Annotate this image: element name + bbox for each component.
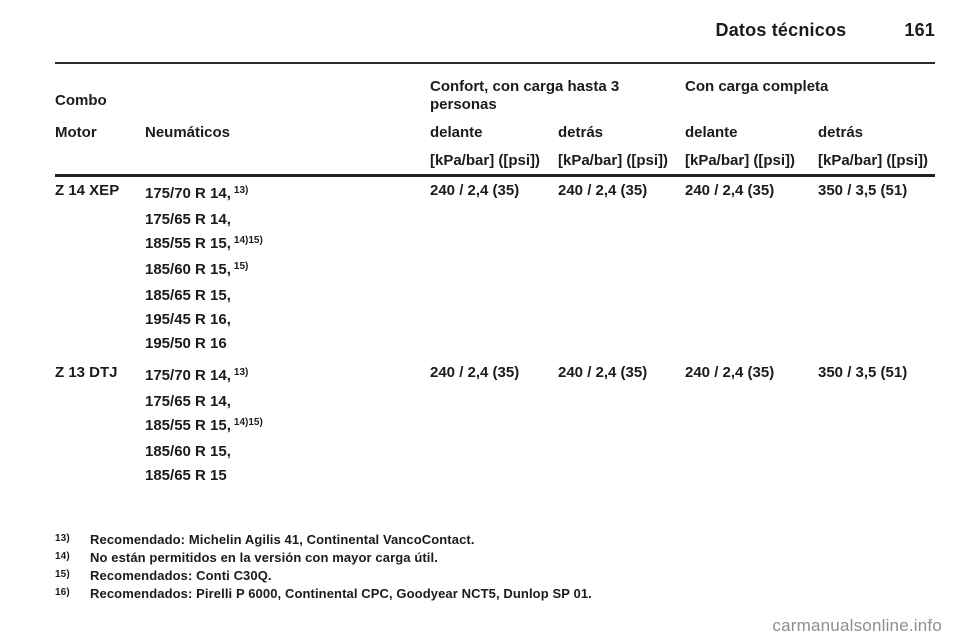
tire-list (145, 364, 935, 488)
table-group-comfort-load: Confort, con carga hasta 3 personas (430, 78, 620, 113)
table-group-combo: Combo (55, 92, 107, 109)
footnote-marker: 14) (55, 551, 70, 562)
tire-size (145, 182, 935, 208)
tire-size (145, 364, 935, 390)
footnote-ref: 14)15) (233, 235, 263, 246)
tire-size (145, 232, 935, 258)
column-header-full-rear: detrás (818, 124, 864, 141)
tire-size (145, 464, 935, 488)
unit-label: [kPa/bar] ([psi]) (818, 152, 929, 169)
pressure-full-front: 240 / 2,4 (35) (685, 364, 775, 381)
footnote-marker: 15) (55, 569, 70, 580)
footnote-text: No están permitidos en la versión con mayor carga útil. (90, 550, 438, 565)
page-number: 161 (904, 20, 935, 40)
column-header-comfort-rear: detrás (558, 124, 604, 141)
footnote (55, 585, 592, 603)
engine-code: Z 14 XEP (55, 182, 120, 199)
unit-label: [kPa/bar] ([psi]) (430, 152, 541, 169)
engine-row (55, 182, 935, 356)
footnote-ref: 13) (233, 367, 249, 378)
column-header-full-front: delante (685, 124, 738, 141)
tire-size (145, 414, 935, 440)
tire-size (145, 390, 935, 414)
footnote (55, 549, 592, 567)
footnote-text: Recomendados: Conti C30Q. (90, 568, 272, 583)
column-header-tires: Neumáticos (145, 124, 231, 141)
pressure-full-front: 240 / 2,4 (35) (685, 182, 775, 199)
tire-size-text: 175/65 R 14, (145, 211, 231, 228)
tire-size-text: 185/60 R 15, (145, 261, 231, 278)
tire-size-text: 195/45 R 16, (145, 311, 231, 328)
tire-size (145, 440, 935, 464)
engine-row (55, 364, 935, 488)
tire-size (145, 284, 935, 308)
tire-list (145, 182, 935, 356)
tire-size-text: 185/55 R 15, (145, 235, 231, 252)
footnote (55, 567, 592, 585)
pressure-full-rear: 350 / 3,5 (51) (818, 364, 908, 381)
page-header (55, 20, 935, 41)
header-divider (55, 62, 935, 64)
footnote-marker: 13) (55, 533, 70, 544)
pressure-comfort-front: 240 / 2,4 (35) (430, 182, 520, 199)
tire-size-text: 195/50 R 16 (145, 335, 227, 352)
tire-size (145, 258, 935, 284)
pressure-full-rear: 350 / 3,5 (51) (818, 182, 908, 199)
unit-label: [kPa/bar] ([psi]) (685, 152, 796, 169)
tire-size (145, 308, 935, 332)
footnotes (55, 531, 592, 603)
tire-size-text: 175/70 R 14, (145, 367, 231, 384)
tire-size (145, 332, 935, 356)
tire-size-text: 185/60 R 15, (145, 443, 231, 460)
table-group-full-load: Con carga completa (685, 78, 829, 95)
footnote-text: Recomendados: Pirelli P 6000, Continental CPC, Goodyear NCT5, Dunlop SP 01. (90, 586, 592, 601)
tire-size-text: 185/55 R 15, (145, 417, 231, 434)
tire-size (145, 208, 935, 232)
unit-label: [kPa/bar] ([psi]) (558, 152, 669, 169)
footnote-ref: 15) (233, 261, 249, 272)
column-header-motor: Motor (55, 124, 97, 141)
footnote-ref: 14)15) (233, 417, 263, 428)
tire-size-text: 185/65 R 15 (145, 467, 227, 484)
page-title: Datos técnicos (715, 20, 847, 40)
footnote (55, 531, 592, 549)
tire-size-text: 175/70 R 14, (145, 185, 231, 202)
watermark: carmanualsonline.info (772, 616, 942, 635)
footnote-ref: 13) (233, 185, 249, 196)
table-header-divider (55, 174, 935, 177)
tire-size-text: 175/65 R 14, (145, 393, 231, 410)
engine-code: Z 13 DTJ (55, 364, 118, 381)
column-header-comfort-front: delante (430, 124, 483, 141)
footnote-text: Recomendado: Michelin Agilis 41, Continental VancoContact. (90, 532, 475, 547)
pressure-comfort-rear: 240 / 2,4 (35) (558, 364, 648, 381)
table-body (55, 182, 935, 496)
tire-size-text: 185/65 R 15, (145, 287, 231, 304)
pressure-comfort-rear: 240 / 2,4 (35) (558, 182, 648, 199)
footnote-marker: 16) (55, 587, 70, 598)
pressure-comfort-front: 240 / 2,4 (35) (430, 364, 520, 381)
